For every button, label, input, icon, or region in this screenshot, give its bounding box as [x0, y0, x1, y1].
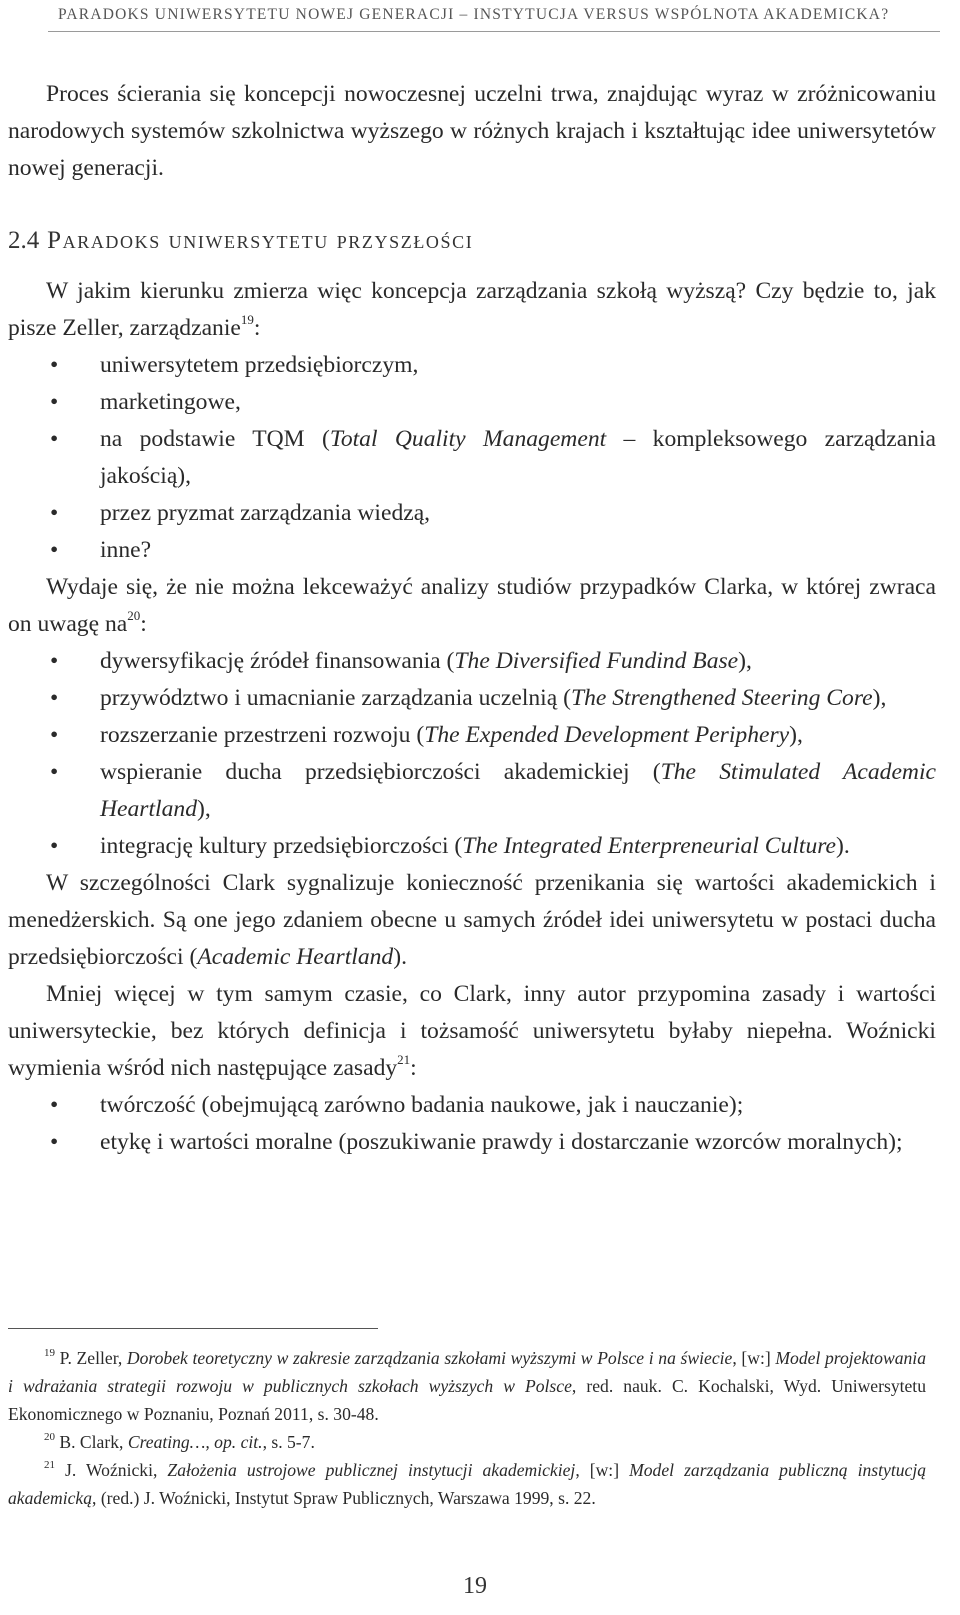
- footnote-text: , [w:]: [575, 1460, 630, 1480]
- list-item-text: dywersyfikację źródeł finansowania (: [100, 648, 455, 674]
- bullet-list-3: [8, 1087, 936, 1161]
- bullet: •: [50, 500, 59, 526]
- list-item: [8, 1124, 936, 1161]
- list-item: [8, 828, 936, 865]
- bullet: •: [50, 426, 59, 452]
- footnote-20: [8, 1428, 926, 1456]
- footnote-italic: Creating…, op. cit.: [127, 1432, 263, 1452]
- list-item-text: rozszerzanie przestrzeni rozwoju (: [100, 722, 425, 748]
- paragraph-4-text: Mniej więcej w tym samym czasie, co Clark, inny autor przypomina zasady i wartości uniwersyteckie, bez których definicja i tożsamość uniwersytetu byłaby niepełna. Woźnicki wymienia wśród nich następujące zasady: [8, 981, 936, 1081]
- section-number: 2.4: [8, 227, 40, 254]
- footnote-italic: Założenia ustrojowe publicznej instytucji akademickiej: [167, 1460, 576, 1480]
- list-item-text: wspieranie ducha przedsiębiorczości akademickiej (: [100, 759, 661, 785]
- list-item-text: na podstawie TQM (: [100, 426, 330, 452]
- footnote-text: , s. 5-7.: [262, 1432, 315, 1452]
- bullet: •: [50, 537, 59, 563]
- list-item-text: uniwersytetem przedsiębiorczym,: [100, 352, 419, 378]
- list-item: [8, 421, 936, 495]
- footnote-text: B. Clark,: [55, 1432, 128, 1452]
- list-item: [8, 643, 936, 680]
- bullet: •: [50, 389, 59, 415]
- list-item-text: przez pryzmat zarządzania wiedzą,: [100, 500, 431, 526]
- list-item-text: ),: [872, 685, 887, 711]
- list-item-text: integrację kultury przedsiębiorczości (: [100, 833, 463, 859]
- paragraph-2: [8, 569, 936, 643]
- list-item-text: twórczość (obejmującą zarówno badania naukowe, jak i nauczanie);: [100, 1092, 744, 1118]
- list-item: [8, 495, 936, 532]
- footnote-text: P. Zeller,: [55, 1348, 127, 1368]
- paragraph-3-end: ).: [393, 944, 407, 970]
- paragraph-2-colon: :: [140, 611, 147, 637]
- list-item-text: ).: [836, 833, 850, 859]
- footnotes: [8, 1344, 926, 1512]
- list-item-text: marketingowe,: [100, 389, 241, 415]
- list-item-text: ),: [738, 648, 752, 674]
- list-item-text: ),: [197, 796, 211, 822]
- list-item-italic: The Strengthened Steering Core: [570, 685, 873, 711]
- list-item-italic: Total Quality Management: [329, 426, 607, 452]
- paragraph-1: [8, 273, 936, 347]
- list-item-text: – kompleksowego zarządzania jakością),: [100, 426, 936, 489]
- list-item: [8, 532, 936, 569]
- footnote-ref-20: 20: [127, 608, 141, 624]
- paragraph-4: [8, 976, 936, 1087]
- bullet: •: [50, 648, 59, 674]
- main-text: [8, 76, 936, 1161]
- paragraph-1-colon: :: [253, 315, 261, 341]
- footnote-text: J. Woźnicki,: [55, 1460, 168, 1480]
- footnote-number: 20: [44, 1431, 55, 1444]
- paragraph-1-text: W jakim kierunku zmierza więc koncepcja zarządzania szkołą wyższą? Czy będzie to, jak pisze Zeller, zarządzanie: [8, 278, 936, 341]
- list-item: [8, 754, 936, 828]
- footnote-number: 19: [44, 1347, 55, 1360]
- running-header: PARADOKS UNIWERSYTETU NOWEJ GENERACJI – INSTYTUCJA VERSUS WSPÓLNOTA AKADEMICKA?: [58, 6, 890, 23]
- bullet-list-2: [8, 643, 936, 865]
- footnote-italic: Model zarządzania publiczną instytucją akademicką: [8, 1460, 927, 1508]
- bullet: •: [50, 833, 59, 859]
- footnote-italic: Model projektowania i wdrażania strategii rozwoju w publicznych szkołach wyższych w Polsce: [8, 1348, 926, 1396]
- bullet: •: [50, 352, 59, 378]
- list-item: [8, 1087, 936, 1124]
- list-item-italic: The Diversified Fundind Base: [454, 648, 739, 674]
- bullet-list-1: [8, 347, 936, 569]
- list-item-italic: The Stimulated Academic Heartland: [100, 759, 936, 822]
- footnote-text: , red. nauk. C. Kochalski, Wyd. Uniwersytetu Ekonomicznego w Poznaniu, Poznań 2011, s. 30-48.: [8, 1376, 926, 1424]
- section-title: Paradoks uniwersytetu przyszłości: [47, 227, 474, 254]
- intro-paragraph: Proces ścierania się koncepcji nowoczesnej uczelni trwa, znajdując wyraz w zróżnicowaniu narodowych systemów szkolnictwa wyższego w różnych krajach i kształtując idee uniwersytetów nowej generacji.: [8, 81, 936, 181]
- paragraph-3-text: W szczególności Clark sygnalizuje konieczność przenikania się wartości akademickich i menedżerskich. Są one jego zdaniem obecne u samych źródeł idei uniwersytetu w postaci ducha przedsiębiorczości (: [8, 870, 936, 970]
- list-item: [8, 680, 936, 717]
- footnote-19: [8, 1344, 926, 1428]
- paragraph-2-text: Wydaje się, że nie można lekceważyć analizy studiów przypadków Clarka, w której zwraca on uwagę na: [8, 574, 936, 637]
- footnote-ref-21: 21: [397, 1052, 411, 1068]
- footnote-text: , [w:]: [732, 1348, 776, 1368]
- list-item-text: etykę i wartości moralne (poszukiwanie prawdy i dostarczanie wzorców moralnych);: [100, 1129, 903, 1155]
- footnote-italic: Dorobek teoretyczny w zakresie zarządzania szkołami wyższymi w Polsce i na świecie: [126, 1348, 733, 1368]
- paragraph-3-italic: Academic Heartland: [197, 944, 394, 970]
- list-item-text: przywództwo i umacnianie zarządzania uczelnią (: [100, 685, 571, 711]
- list-item: [8, 347, 936, 384]
- bullet: •: [50, 722, 59, 748]
- paragraph-4-colon: :: [410, 1055, 417, 1081]
- list-item: [8, 717, 936, 754]
- list-item-text: ),: [789, 722, 803, 748]
- list-item: [8, 384, 936, 421]
- footnote-number: 21: [44, 1459, 55, 1472]
- footnote-ref-19: 19: [240, 312, 254, 328]
- bullet: •: [50, 685, 59, 711]
- paragraph-3: [8, 865, 936, 976]
- footnote-text: , (red.) J. Woźnicki, Instytut Spraw Publicznych, Warszawa 1999, s. 22.: [92, 1488, 596, 1508]
- bullet: •: [50, 759, 59, 785]
- list-item-italic: The Integrated Enterpreneurial Culture: [462, 833, 837, 859]
- section-heading: [8, 221, 936, 261]
- bullet: •: [50, 1129, 59, 1155]
- list-item-text: inne?: [100, 537, 152, 563]
- footnote-21: [8, 1456, 926, 1512]
- footnote-divider: [8, 1328, 378, 1329]
- header-divider: [48, 31, 940, 32]
- page-number: 19: [463, 1573, 487, 1599]
- list-item-italic: The Expended Development Periphery: [424, 722, 790, 748]
- bullet: •: [50, 1092, 59, 1118]
